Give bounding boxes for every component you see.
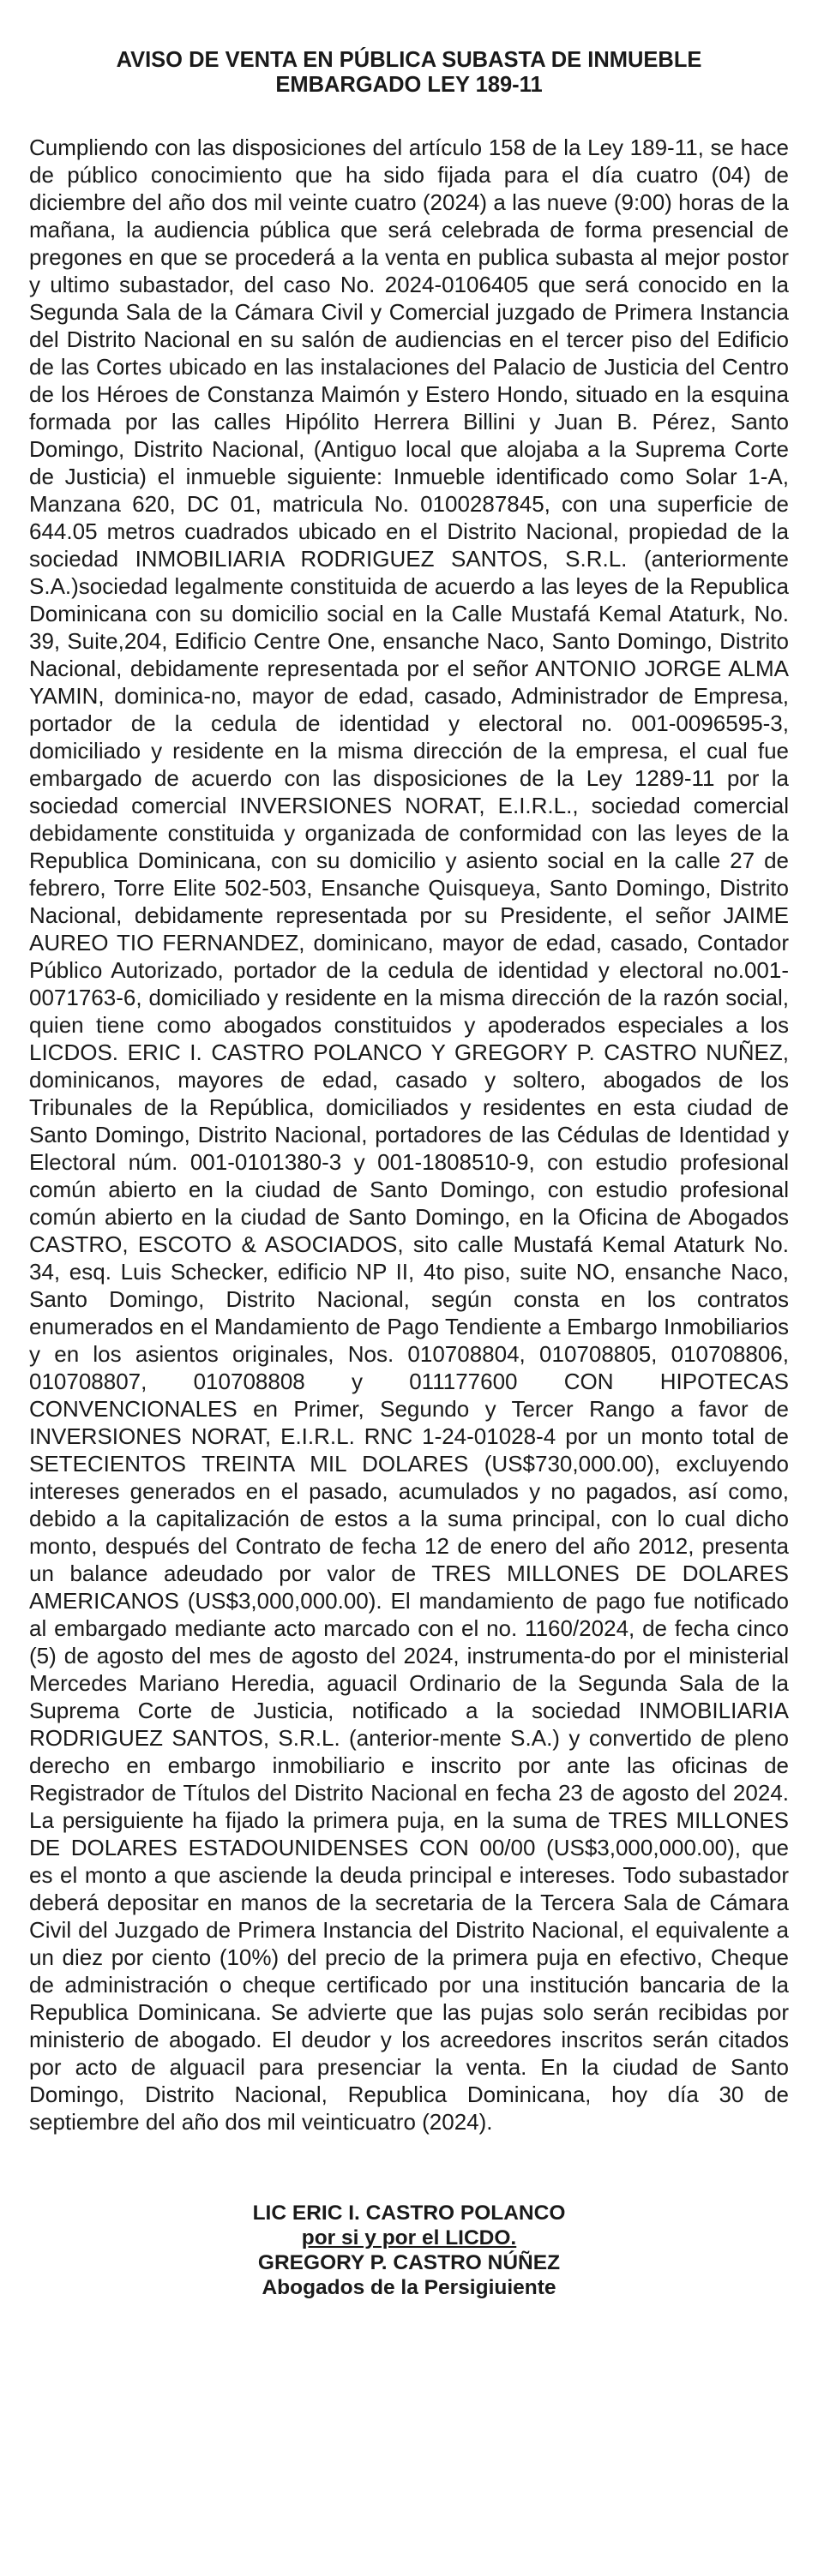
notice-title-line-1: AVISO DE VENTA EN PÚBLICA SUBASTA DE INMUEBLE: [116, 48, 702, 72]
signature-line-3: GREGORY P. CASTRO NÚÑEZ: [257, 2251, 561, 2274]
signature-line-4: Abogados de la Persigiuiente: [262, 2276, 556, 2299]
notice-title-line-2: EMBARGADO LEY 189-11: [275, 73, 543, 97]
notice-title: [29, 48, 789, 98]
signature-line-2: por si y por el LICDO.: [301, 2226, 517, 2250]
signature-line-1: LIC ERIC I. CASTRO POLANCO: [252, 2202, 566, 2225]
signature-block: [29, 2201, 789, 2300]
notice-body: Cumpliendo con las disposiciones del artículo 158 de la Ley 189-11, se hace de público conocimiento que ha sido fijada para el día cuatro (04) de diciembre del año dos mil veinte cuatro (2024) a las nueve (9:00) horas de la mañana, la audiencia pública que será celebrada de forma presencial de pregones en que se procederá a la venta en publica subasta al mejor postor y ultimo subastador, del caso No. 2024-0106405 que será conocido en la Segunda Sala de la Cámara Civil y Comercial juzgado de Primera Instancia del Distrito Nacional en su salón de audiencias en el tercer piso del Edificio de las Cortes ubicado en las instalaciones del Palacio de Justicia del Centro de los Héroes de Constanza Maimón y Estero Hondo, situado en la esquina formada por las calles Hipólito Herrera Billini y Juan B. Pérez, Santo Domingo, Distrito Nacional, (Antiguo local que alojaba a la Suprema Corte de Justicia) el inmueble siguiente: Inmueble identificado como Solar 1-A, Manzana 620, DC 01, matricula No. 0100287845, con una superficie de 644.05 metros cuadrados ubicado en el Distrito Nacional, propiedad de la sociedad INMOBILIARIA RODRIGUEZ SANTOS, S.R.L. (anteriormente S.A.)sociedad legalmente constituida de acuerdo a las leyes de la Republica Dominicana con su domicilio social en la Calle Mustafá Kemal Ataturk, No. 39, Suite,204, Edificio Centre One, ensanche Naco, Santo Domingo, Distrito Nacional, debidamente representada por el señor ANTONIO JORGE ALMA YAMIN, dominica-no, mayor de edad, casado, Administrador de Empresa, portador de la cedula de identidad y electoral no. 001-0096595-3, domiciliado y residente en la misma dirección de la empresa, el cual fue embargado de acuerdo con las disposiciones de la Ley 1289-11 por la sociedad comercial INVERSIONES NORAT, E.I.R.L., sociedad comercial debidamente constituida y organizada de conformidad con las leyes de la Republica Dominicana, con su domicilio y asiento social en la calle 27 de febrero, Torre Elite 502-503, Ensanche Quisqueya, Santo Domingo, Distrito Nacional, debidamente representada por su Presidente, el señor JAIME AUREO TIO FERNANDEZ, dominicano, mayor de edad, casado, Contador Público Autorizado, portador de la cedula de identidad y electoral no.001-0071763-6, domiciliado y residente en la misma dirección de la razón social, quien tiene como abogados constituidos y apoderados especiales a los LICDOS. ERIC I. CASTRO POLANCO Y GREGORY P. CASTRO NUÑEZ, dominicanos, mayores de edad, casado y soltero, abogados de los Tribunales de la República, domiciliados y residentes en esta ciudad de Santo Domingo, Distrito Nacional, portadores de las Cédulas de Identidad y Electoral núm. 001-0101380-3 y 001-1808510-9, con estudio profesional común abierto en la ciudad de Santo Domingo, con estudio profesional común abierto en la ciudad de Santo Domingo, en la Oficina de Abogados CASTRO, ESCOTO & ASOCIADOS, sito calle Mustafá Kemal Ataturk No. 34, esq. Luis Schecker, edificio NP II, 4to piso, suite NO, ensanche Naco, Santo Domingo, Distrito Nacional, según consta en los contratos enumerados en el Mandamiento de Pago Tendiente a Embargo Inmobiliarios y en los asientos originales, Nos. 010708804, 010708805, 010708806, 010708807, 010708808 y 011177600 CON HIPOTECAS CONVENCIONALES en Primer, Segundo y Tercer Rango a favor de INVERSIONES NORAT, E.I.R.L. RNC 1-24-01028-4 por un monto total de SETECIENTOS TREINTA MIL DOLARES (US$730,000.00), excluyendo intereses generados en el pasado, acumulados y no pagados, así como, debido a la capitalización de estos a la suma principal, con lo cual dicho monto, después del Contrato de fecha 12 de enero del año 2012, presenta un balance adeudado por valor de TRES MILLONES DE DOLARES AMERICANOS (US$3,000,000.00). El mandamiento de pago fue notificado al embargado mediante acto marcado con el no. 1160/2024, de fecha cinco (5) de agosto del mes de agosto del 2024, instrumenta-do por el ministerial Mercedes Mariano Heredia, aguacil Ordinario de la Segunda Sala de la Suprema Corte de Justicia, notificado a la sociedad INMOBILIARIA RODRIGUEZ SANTOS, S.R.L. (anterior-mente S.A.) y convertido de pleno derecho en embargo inmobiliario e inscrito por ante las oficinas de Registrador de Títulos del Distrito Nacional en fecha 23 de agosto del 2024. La persiguiente ha fijado la primera puja, en la suma de TRES MILLONES DE DOLARES ESTADOUNIDENSES CON 00/00 (US$3,000,000.00), que es el monto a que asciende la deuda principal e intereses. Todo subastador deberá depositar en manos de la secretaria de la Tercera Sala de Cámara Civil del Juzgado de Primera Instancia del Distrito Nacional, el equivalente a un diez por ciento (10%) del precio de la primera puja en efectivo, Cheque de administración o cheque certificado por una institución bancaria de la Republica Dominicana. Se advierte que las pujas solo serán recibidas por ministerio de abogado. El deudor y los acreedores inscritos serán citados por acto de alguacil para presenciar la venta. En la ciudad de Santo Domingo, Distrito Nacional, Republica Dominicana, hoy día 30 de septiembre del año dos mil veinticuatro (2024).: [29, 135, 789, 2135]
